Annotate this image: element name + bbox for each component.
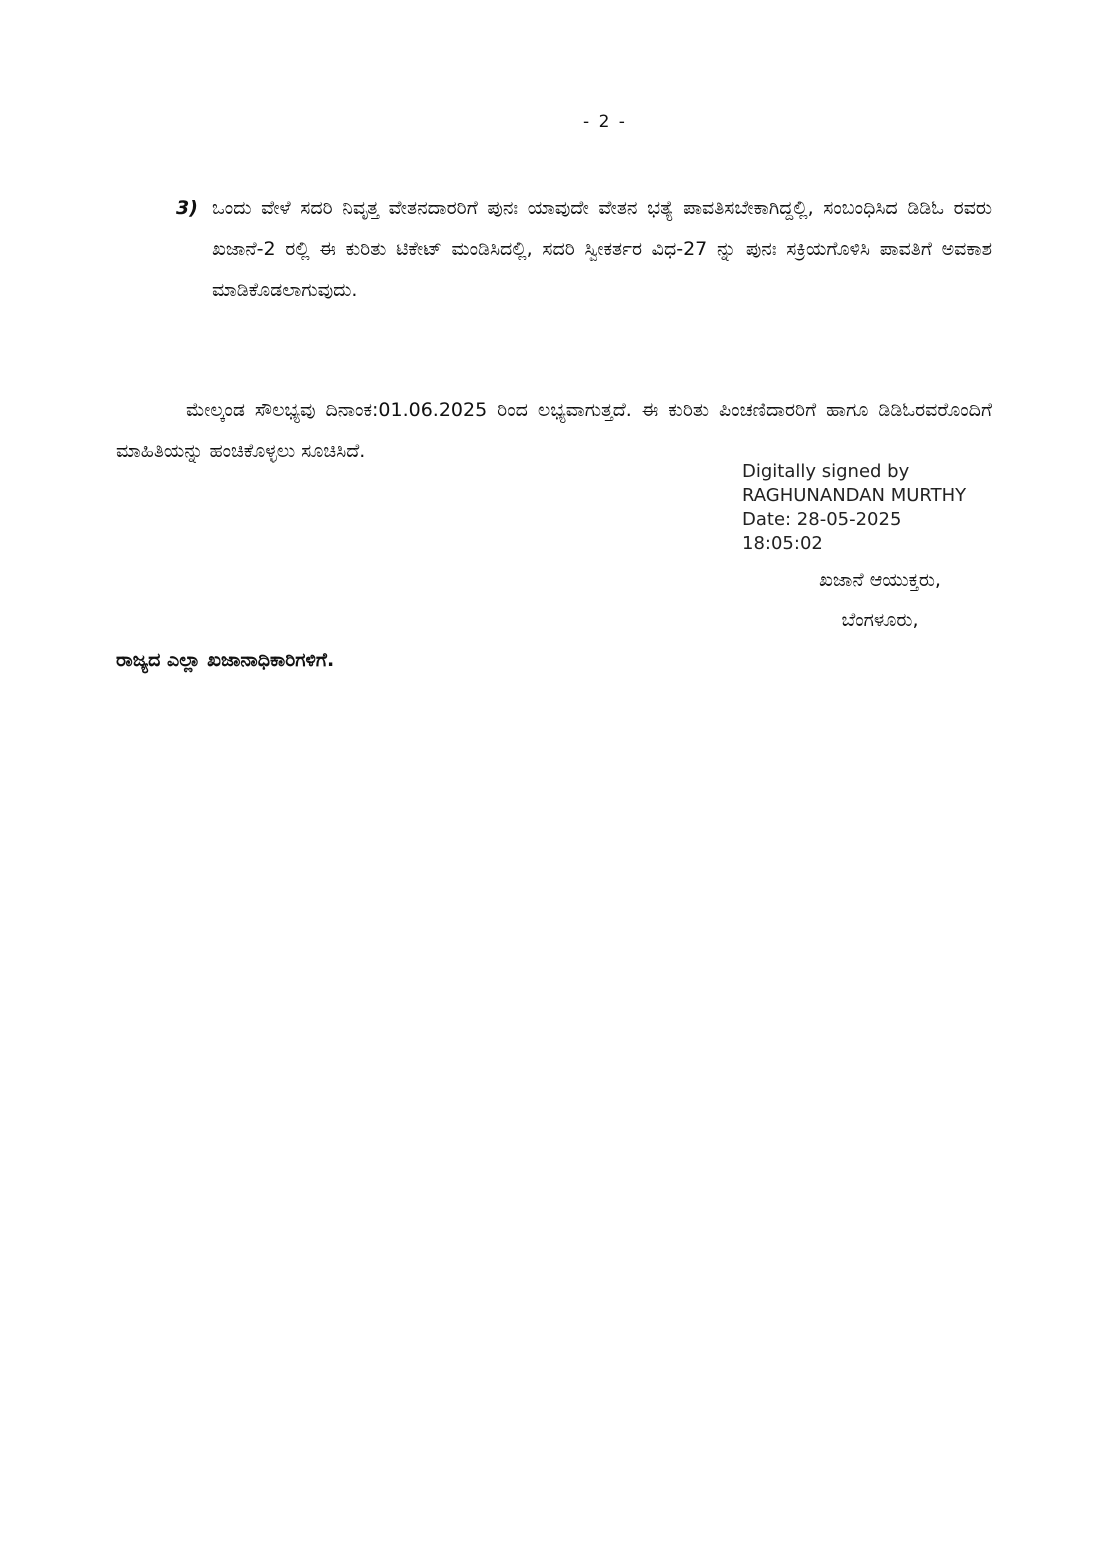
addressee: ರಾಜ್ಯದ ಎಲ್ಲಾ ಖಜಾನಾಧಿಕಾರಿಗಳಿಗೆ. xyxy=(116,649,335,671)
page-number: - 2 - xyxy=(583,112,627,132)
signature-line-signed-by: Digitally signed by xyxy=(742,461,910,482)
point-text: ಒಂದು ವೇಳೆ ಸದರಿ ನಿವೃತ್ತ ವೇತನದಾರರಿಗೆ ಪುನಃ ಯಾವುದೇ ವೇತನ ಭತ್ಯೆ ಪಾವತಿಸಬೇಕಾಗಿದ್ದಲ್ಲಿ, ಸಂಬಂಧಿಸಿದ ಡಿಡಿಓ ರವರು ಖಜಾನೆ-2 ರಲ್ಲಿ ಈ ಕುರಿತು ಟಿಕೇಟ್ ಮಂಡಿಸಿದಲ್ಲಿ, ಸದರಿ ಸ್ವೀಕರ್ತರ ವಿಧ-27 ನ್ನು ಪುನಃ ಸಕ್ರಿಯಗೊಳಿಸಿ ಪಾವತಿಗೆ ಅವಕಾಶ ಮಾಡಿಕೊಡಲಾಗುವುದು. xyxy=(212,197,992,301)
digital-signature xyxy=(742,460,1042,556)
signatory-designation xyxy=(760,560,1000,640)
designation-place: ಬೆಂಗಳೂರು, xyxy=(841,609,919,631)
designation-title: ಖಜಾನೆ ಆಯುಕ್ತರು, xyxy=(819,569,941,591)
signature-line-name: RAGHUNANDAN MURTHY xyxy=(742,485,967,506)
point-number: 3) xyxy=(176,197,198,219)
availability-note: ಮೇಲ್ಕಂಡ ಸೌಲಭ್ಯವು ದಿನಾಂಕ:01.06.2025 ರಿಂದ ಲಭ್ಯವಾಗುತ್ತದೆ. ಈ ಕುರಿತು ಪಿಂಚಣಿದಾರರಿಗೆ ಹಾಗೂ ಡಿಡಿಓರವರೊಂದಿಗೆ ಮಾಹಿತಿಯನ್ನು ಹಂಚಿಕೊಳ್ಳಲು ಸೂಚಿಸಿದೆ. xyxy=(116,399,992,462)
signature-line-date: Date: 28-05-2025 xyxy=(742,509,902,530)
signature-line-time: 18:05:02 xyxy=(742,533,823,554)
numbered-point xyxy=(176,188,992,311)
